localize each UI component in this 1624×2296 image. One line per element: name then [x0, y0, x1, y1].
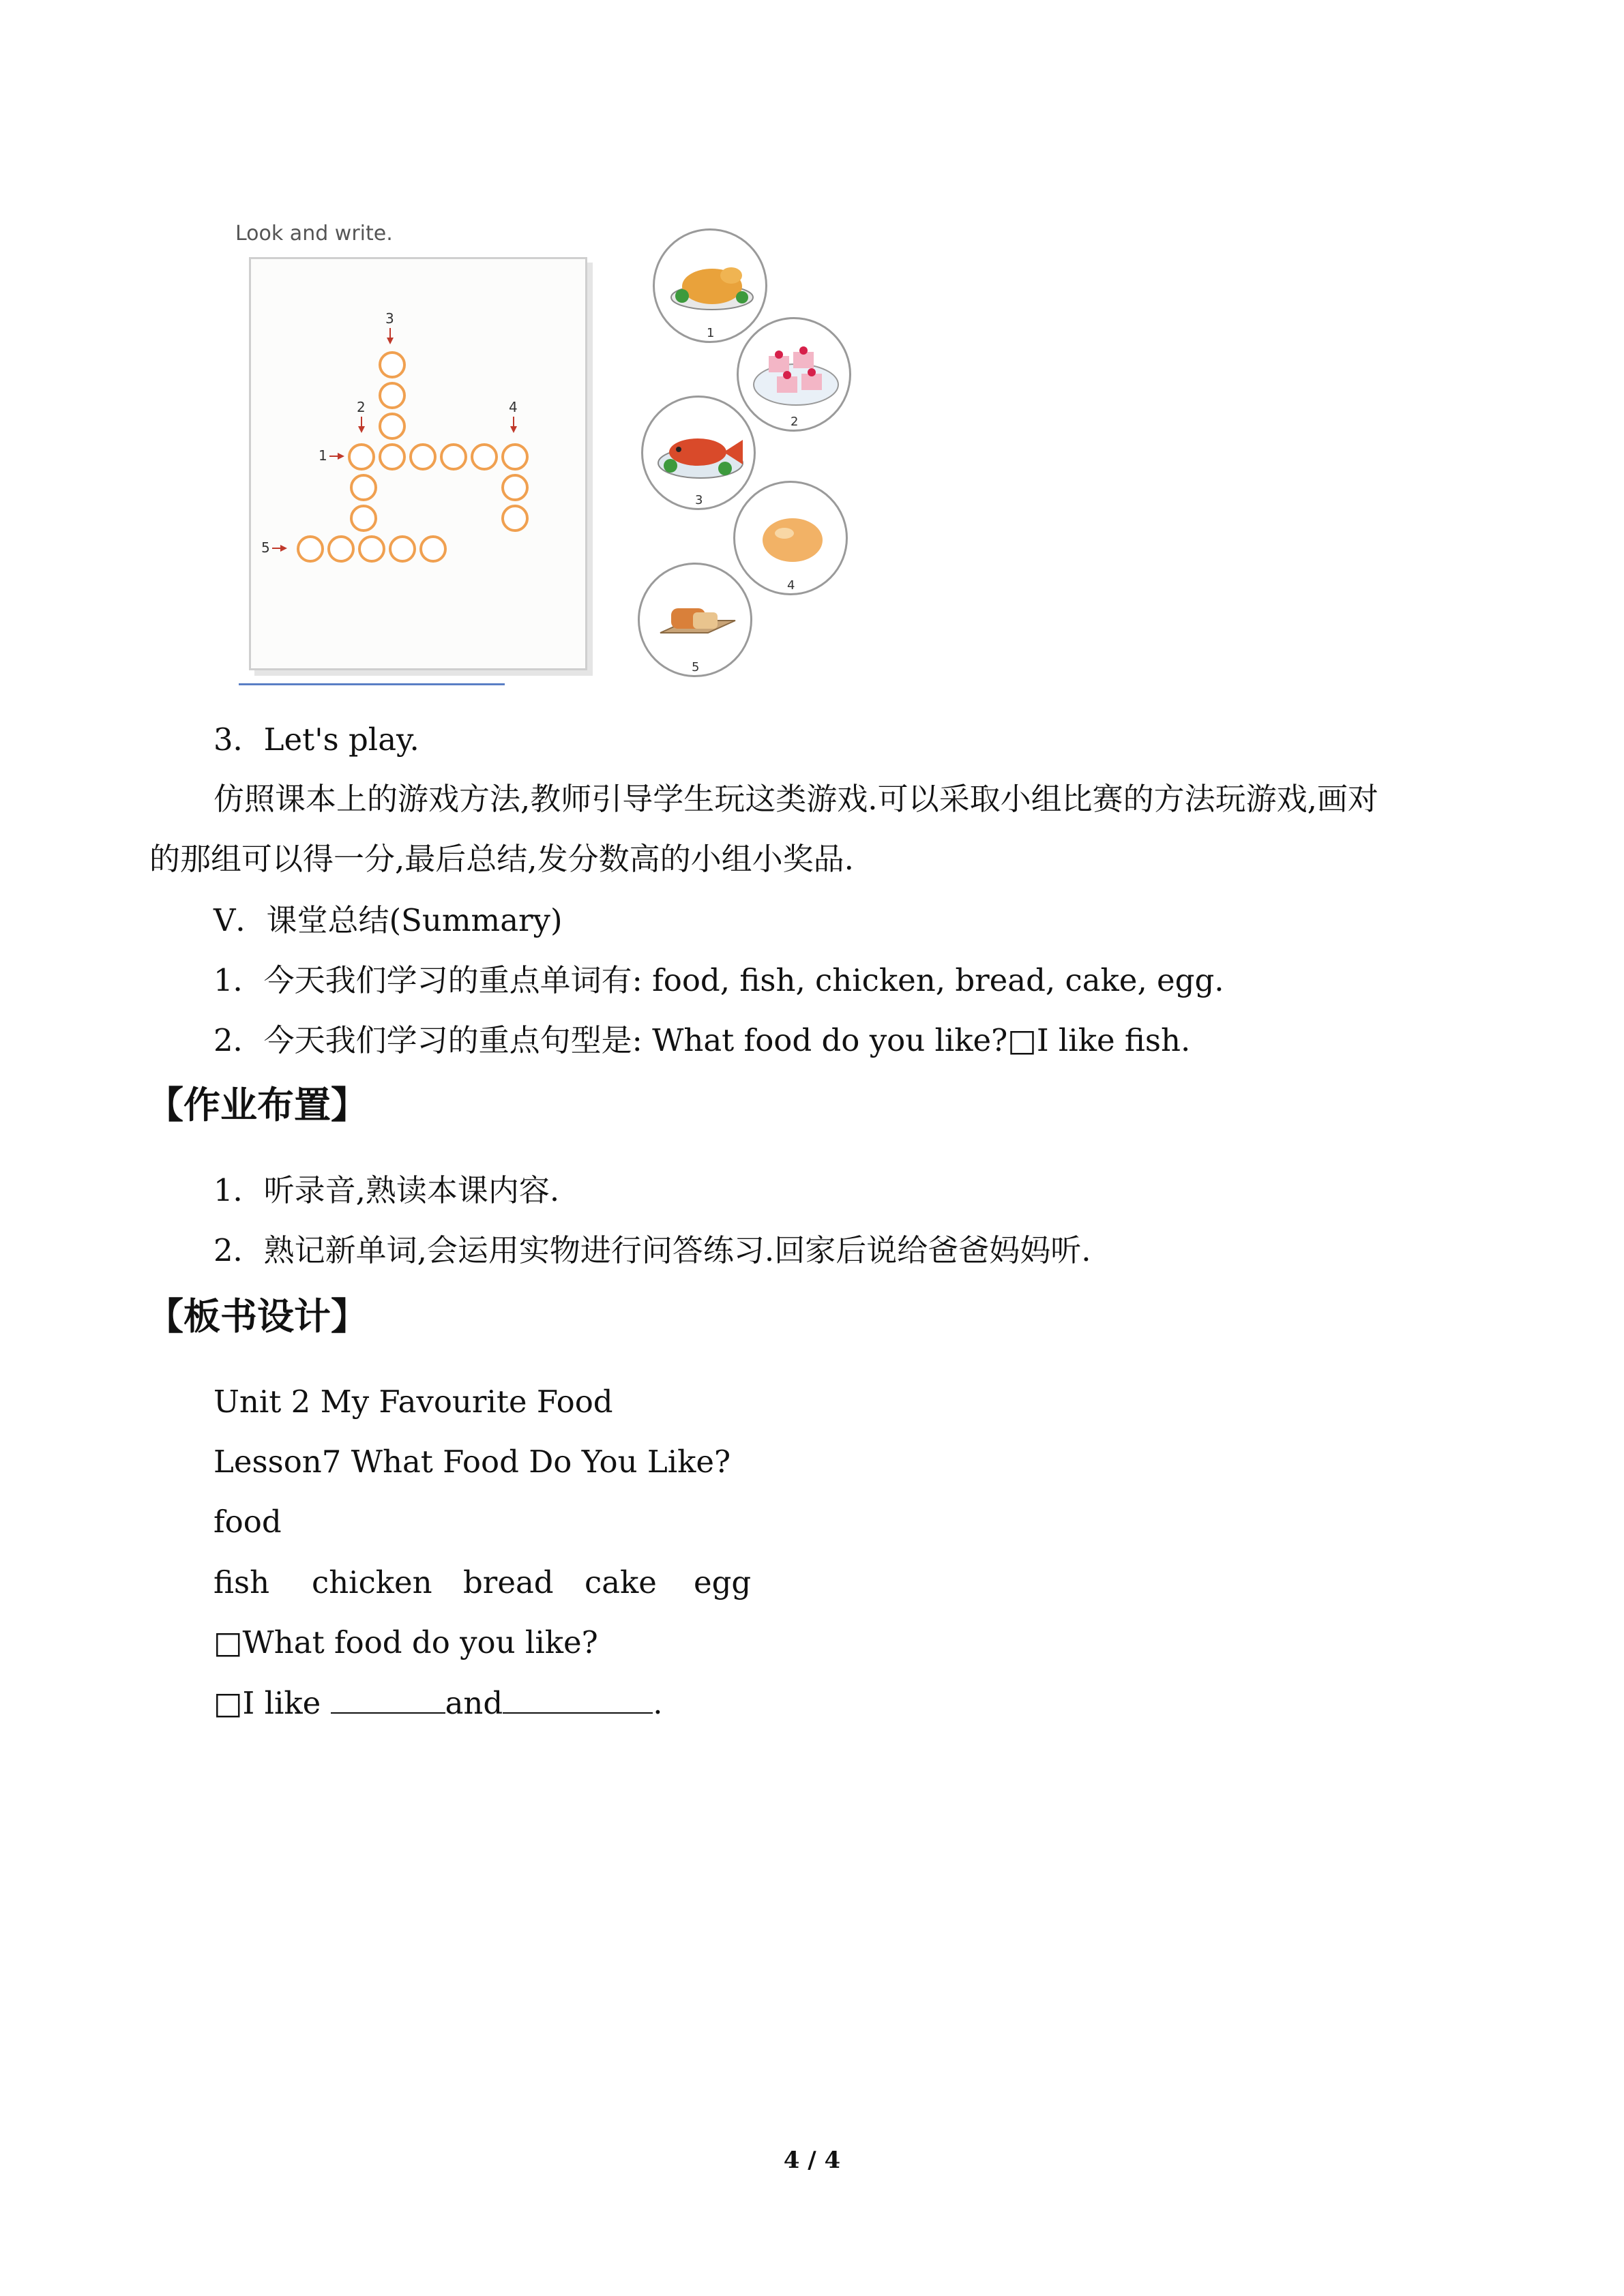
crossword-cell	[379, 382, 406, 409]
crossword-cell	[471, 443, 498, 471]
picture-5: 5	[638, 563, 752, 677]
board-lesson: Lesson7 What Food Do You Like?	[213, 1444, 731, 1480]
word-cake: cake	[585, 1564, 657, 1600]
word-egg: egg	[694, 1564, 752, 1600]
crossword-grid	[228, 208, 883, 685]
arrow-down-icon	[358, 426, 365, 433]
arrow-down-icon	[387, 338, 394, 344]
figure-title: Look and write.	[235, 222, 393, 245]
picture-2: 2	[737, 317, 851, 432]
clue-number: 3	[385, 310, 394, 327]
summary-title: Ⅴ．课堂总结(Summary)	[213, 902, 563, 938]
board-words	[213, 1562, 751, 1603]
word-chicken: chicken	[312, 1564, 432, 1600]
play-description-1: 仿照课本上的游戏方法,教师引导学生玩这类游戏.可以采取小组比赛的方法玩游戏,画对	[213, 781, 1378, 817]
crossword-cell	[350, 505, 377, 532]
picture-4: 4	[733, 481, 848, 595]
crossword-cell	[409, 443, 437, 471]
crossword-cell	[379, 351, 406, 378]
crossword-cell	[379, 443, 406, 471]
crossword-cell	[348, 443, 375, 471]
board-food: food	[213, 1504, 282, 1540]
clue-number: 1	[319, 447, 327, 464]
board-heading: 【板书设计】	[147, 1295, 368, 1338]
crossword-cell	[419, 535, 447, 563]
crossword-cell	[389, 535, 416, 563]
arrow-right-icon	[280, 545, 287, 552]
board-question: □What food do you like?	[213, 1624, 598, 1660]
crossword-cell	[350, 474, 377, 501]
picture-3: 3	[641, 396, 756, 510]
blank-2	[503, 1682, 653, 1714]
board-unit: Unit 2 My Favourite Food	[213, 1384, 613, 1420]
crossword-cell	[501, 505, 529, 532]
answer-and: and	[445, 1685, 503, 1721]
clue-number: 5	[261, 539, 270, 556]
word-fish: fish	[213, 1564, 270, 1600]
lets-play-heading: 3．Let's play.	[213, 721, 419, 758]
board-answer	[213, 1682, 663, 1724]
clue-number: 2	[357, 399, 366, 415]
blank-1	[331, 1682, 445, 1714]
crossword-figure	[228, 208, 883, 685]
play-description-2: 的那组可以得一分,最后总结,发分数高的小组小奖品.	[149, 841, 854, 877]
arrow-down-icon	[510, 426, 517, 433]
crossword-cell	[358, 535, 385, 563]
arrow-right-icon	[338, 453, 344, 460]
picture-1: 1	[653, 228, 767, 343]
word-bread: bread	[463, 1564, 554, 1600]
crossword-cell	[327, 535, 355, 563]
summary-item-1: 1．今天我们学习的重点单词有: food, fish, chicken, bread, cake, egg.	[213, 962, 1224, 998]
answer-end: .	[653, 1685, 663, 1721]
answer-prefix: □I like	[213, 1685, 321, 1721]
homework-heading: 【作业布置】	[147, 1084, 368, 1127]
homework-item-2: 2．熟记新单词,会运用实物进行问答练习.回家后说给爸爸妈妈听.	[213, 1232, 1091, 1268]
crossword-cell	[440, 443, 467, 471]
summary-item-2: 2．今天我们学习的重点句型是: What food do you like?□I like fish.	[213, 1022, 1191, 1058]
crossword-cell	[501, 474, 529, 501]
answer-line	[239, 683, 505, 685]
homework-item-1: 1．听录音,熟读本课内容.	[213, 1172, 560, 1208]
crossword-cell	[297, 535, 324, 563]
page-number: 4 / 4	[783, 2147, 841, 2174]
crossword-cell	[379, 413, 406, 440]
clue-number: 4	[509, 399, 518, 415]
crossword-cell	[501, 443, 529, 471]
